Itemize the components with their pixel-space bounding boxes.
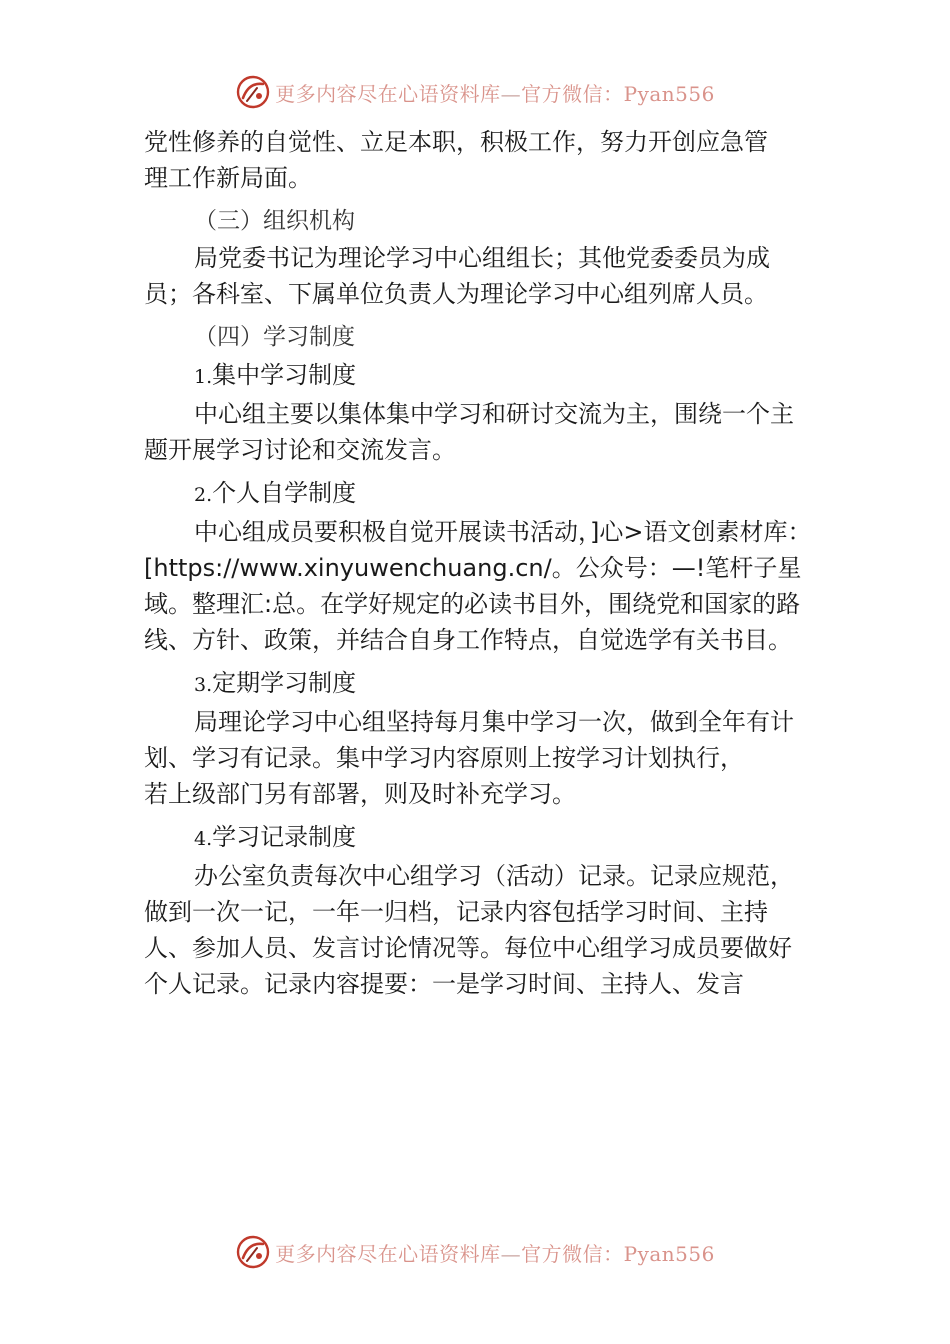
banner-separator: — [500,1241,522,1266]
item-4-paragraph: 办公室负责每次中心组学习（活动）记录。记录应规范，做到一次一记，一年一归档，记录内容包括学习时间、主持人、参加人员、发言讨论情况等。每位中心组学习成员要做好个人记录。记录内容提要：一是学习时间、主持人、发言 [144,862,794,998]
document-body [144,124,812,1002]
item-3-heading [144,664,812,704]
item-2-number: 2. [194,484,213,506]
item-3-paragraph-line-1: 局理论学习中心组坚持每月集中学习一次，做到全年有计划、学习有记录。集中学习内容原则上按学习计划执行， [144,708,794,772]
item-2-title: 个人自学制度 [212,479,357,507]
footer-banner [0,1232,950,1272]
item-1-title: 集中学习制度 [212,361,357,389]
banner-text [275,1238,715,1267]
item-4-number: 4. [194,828,213,850]
item-1-heading [144,356,812,396]
item-3-title: 定期学习制度 [212,669,357,697]
section-4-heading: （四）学习制度 [194,324,355,350]
banner-separator: — [500,81,522,106]
item-2-heading [144,474,812,514]
xinyu-logo-icon [235,74,271,110]
item-1-number: 1. [194,366,213,388]
item-3-paragraph-line-2: 若上级部门另有部署，则及时补充学习。 [144,780,576,808]
intro-line-2: 理工作新局面。 [144,164,312,192]
header-banner [0,72,950,112]
intro-line-1: 党性修养的自觉性、立足本职，积极工作，努力开创应急管 [144,128,768,156]
banner-main-text: 更多内容尽在心语资料库 [275,1241,501,1266]
banner-text [275,78,715,107]
item-1-paragraph: 中心组主要以集体集中学习和研讨交流为主，围绕一个主题开展学习讨论和交流发言。 [144,400,794,464]
section-3-paragraph: 局党委书记为理论学习中心组组长；其他党委委员为成员；各科室、下属单位负责人为理论学习中心组列席人员。 [144,244,770,308]
banner-main-text: 更多内容尽在心语资料库 [275,81,501,106]
xinyu-logo-icon [235,1234,271,1270]
item-3-number: 3. [194,674,213,696]
banner-wechat-text: 官方微信：Pyan556 [521,81,715,106]
section-3-heading: （三）组织机构 [194,208,355,234]
item-4-title: 学习记录制度 [212,823,357,851]
item-2-paragraph: 中心组成员要积极自觉开展读书活动，]心>语文创素材库：[https://www.xinyuwenchuang.cn/。公众号：—!笔杆子星域。整理汇:总。在学好规定的必读书目外，围绕党和国家的路线、方针、政策，并结合自身工作特点，自觉选学有关书目。 [144,518,812,654]
banner-wechat-text: 官方微信：Pyan556 [521,1241,715,1266]
item-4-heading [144,818,812,858]
